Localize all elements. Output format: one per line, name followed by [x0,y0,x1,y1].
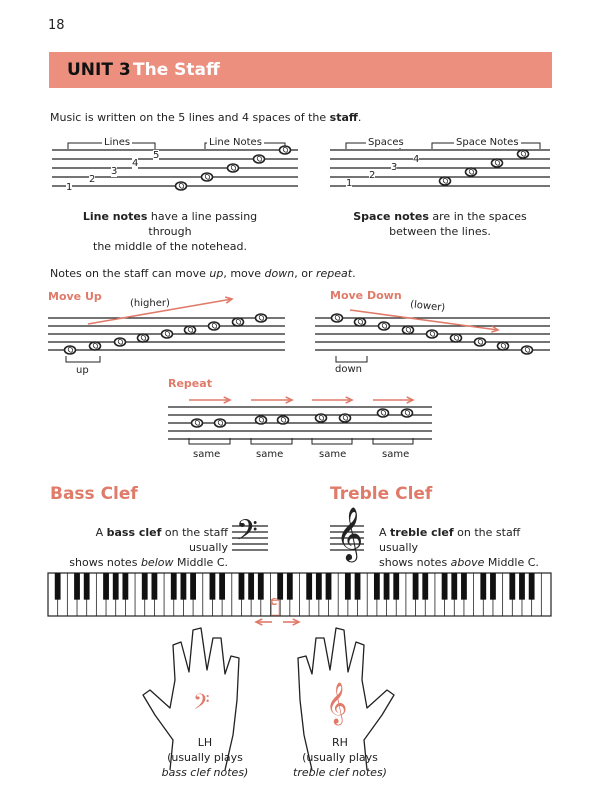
black-key [490,573,496,600]
black-key [519,573,525,600]
black-key [316,573,322,600]
line-number-2: 2 [89,174,96,185]
black-key [55,573,61,600]
treble-clef-heading: Treble Clef [330,484,433,504]
lower-arrow [350,310,498,330]
move-up-title: Move Up [48,290,102,303]
up-label: up [76,365,89,376]
line-number-4: 4 [132,158,139,169]
black-key [219,573,225,600]
line-number-5: 5 [153,150,160,161]
black-key [480,573,486,600]
lines-label: Lines [104,137,131,148]
black-key [345,573,351,600]
line-number-1: 1 [66,182,73,193]
space-notes-caption: Space notes are in the spaces between the lines. [353,210,527,238]
space-notes-label: Space Notes [456,137,519,148]
space-number-3: 3 [391,162,398,173]
black-key [422,573,428,600]
black-key [461,573,467,600]
line-number-3: 3 [111,166,118,177]
space-number-2: 2 [369,170,376,181]
left-hand-caption: LH (usually plays bass clef notes) [161,736,249,779]
black-key [326,573,332,600]
repeat-title: Repeat [168,377,212,390]
middle-c-label: C [270,597,278,608]
rh-treble-clef-icon: 𝄞 [326,683,348,724]
motion-intro: Notes on the staff can move up, move down, or repeat. [50,267,356,280]
black-key [248,573,254,600]
black-key [509,573,515,600]
black-key [529,573,535,600]
black-key [210,573,216,600]
move-down-title: Move Down [330,289,402,302]
black-key [122,573,128,600]
unit-label: UNIT 3 [67,60,131,80]
black-key [451,573,457,600]
black-key [306,573,312,600]
same-label-1: same [193,449,221,460]
black-key [384,573,390,600]
black-key [113,573,119,600]
black-key [84,573,90,600]
black-key [374,573,380,600]
bass-clef-text: A bass clef on the staff usually shows notes below Middle C. [69,526,228,569]
intro-text: Music is written on the 5 lines and 4 spaces of the staff. [50,111,362,124]
black-key [287,573,293,600]
right-hand-caption: RH (usually plays treble clef notes) [293,736,387,779]
lower-label: (lower) [409,299,446,314]
black-key [442,573,448,600]
bass-clef-heading: Bass Clef [50,484,138,504]
black-key [190,573,196,600]
black-key [393,573,399,600]
black-key [181,573,187,600]
down-bracket [336,356,367,362]
same-label-3: same [319,449,347,460]
black-key [171,573,177,600]
black-key [258,573,264,600]
black-key [277,573,283,600]
black-key [142,573,148,600]
black-key [74,573,80,600]
lh-bass-clef-icon: 𝄢 [193,690,210,720]
higher-label: (higher) [130,298,170,309]
black-key [355,573,361,600]
treble-clef-icon: 𝄞 [336,506,364,560]
spaces-label: Spaces [368,137,404,148]
line-notes-caption: Line notes have a line passing through the middle of the notehead. [82,210,258,253]
line-notes-label: Line Notes [209,137,262,148]
black-key [239,573,245,600]
treble-clef-text: A treble clef on the staff usually shows notes above Middle C. [379,526,539,569]
black-key [103,573,109,600]
unit-title: The Staff [133,60,220,80]
black-key [413,573,419,600]
same-label-2: same [256,449,284,460]
page-number: 18 [48,18,65,33]
space-number-4: 4 [413,154,420,165]
black-key [152,573,158,600]
same-label-4: same [382,449,410,460]
bass-clef-icon: 𝄢 [236,514,258,554]
up-bracket [66,356,100,362]
down-label: down [335,364,362,375]
space-number-1: 1 [346,178,353,189]
